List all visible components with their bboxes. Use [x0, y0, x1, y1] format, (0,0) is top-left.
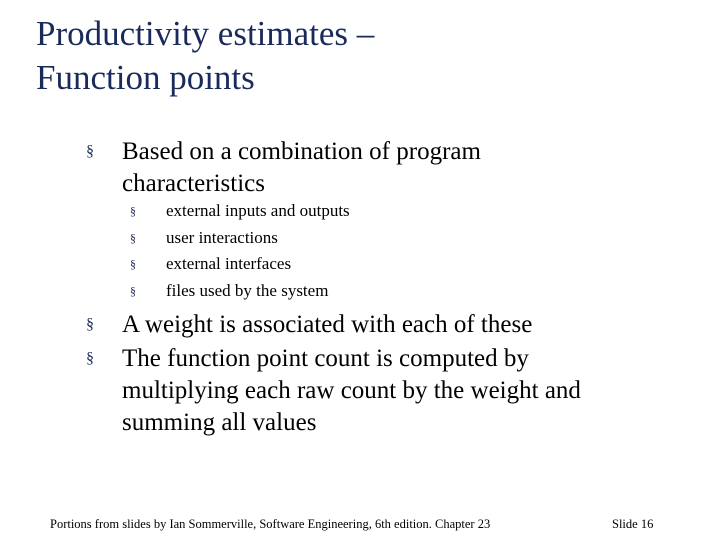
bullet-3 [86, 343, 581, 439]
bullet-2 [86, 309, 532, 341]
sub-bullet-text: user interactions [166, 227, 278, 247]
bullet-marker-icon: § [86, 316, 94, 333]
bullet-3-text [86, 343, 581, 439]
bullet-marker-icon: § [86, 143, 94, 160]
bullet-marker-icon: § [86, 350, 94, 367]
bullet-1 [86, 136, 481, 200]
slide-title-line-1: Productivity estimates – [36, 14, 375, 53]
bullet-3-line-3: summing all values [122, 409, 317, 436]
slide-number: Slide 16 [612, 517, 654, 531]
footer-attribution: Portions from slides by Ian Sommerville, Software Engineering, 6th edition. Chapter 23 [50, 517, 491, 531]
bullet-1-line-2: characteristics [122, 170, 265, 197]
slide-title [36, 12, 676, 100]
bullet-2-text [86, 309, 532, 341]
slide-title-line-2: Function points [36, 58, 255, 97]
bullet-2-line-1: A weight is associated with each of these [122, 311, 533, 338]
bullet-1-line-1: Based on a combination of program [122, 138, 481, 165]
sub-bullet-marker-icon: § [130, 230, 136, 245]
bullet-1-text [86, 136, 481, 200]
sub-bullet-text: external interfaces [166, 254, 292, 273]
bullet-3-line-1: The function point count is computed by [122, 345, 529, 372]
sub-bullet-text: external inputs and outputs [166, 201, 350, 220]
sub-bullet-text: files used by the system [166, 280, 329, 300]
sub-bullet-marker-icon: § [130, 283, 136, 298]
sub-bullet-marker-icon: § [130, 257, 136, 271]
sub-bullet-marker-icon: § [130, 204, 136, 218]
bullet-3-line-2: multiplying each raw count by the weight and [122, 377, 581, 404]
